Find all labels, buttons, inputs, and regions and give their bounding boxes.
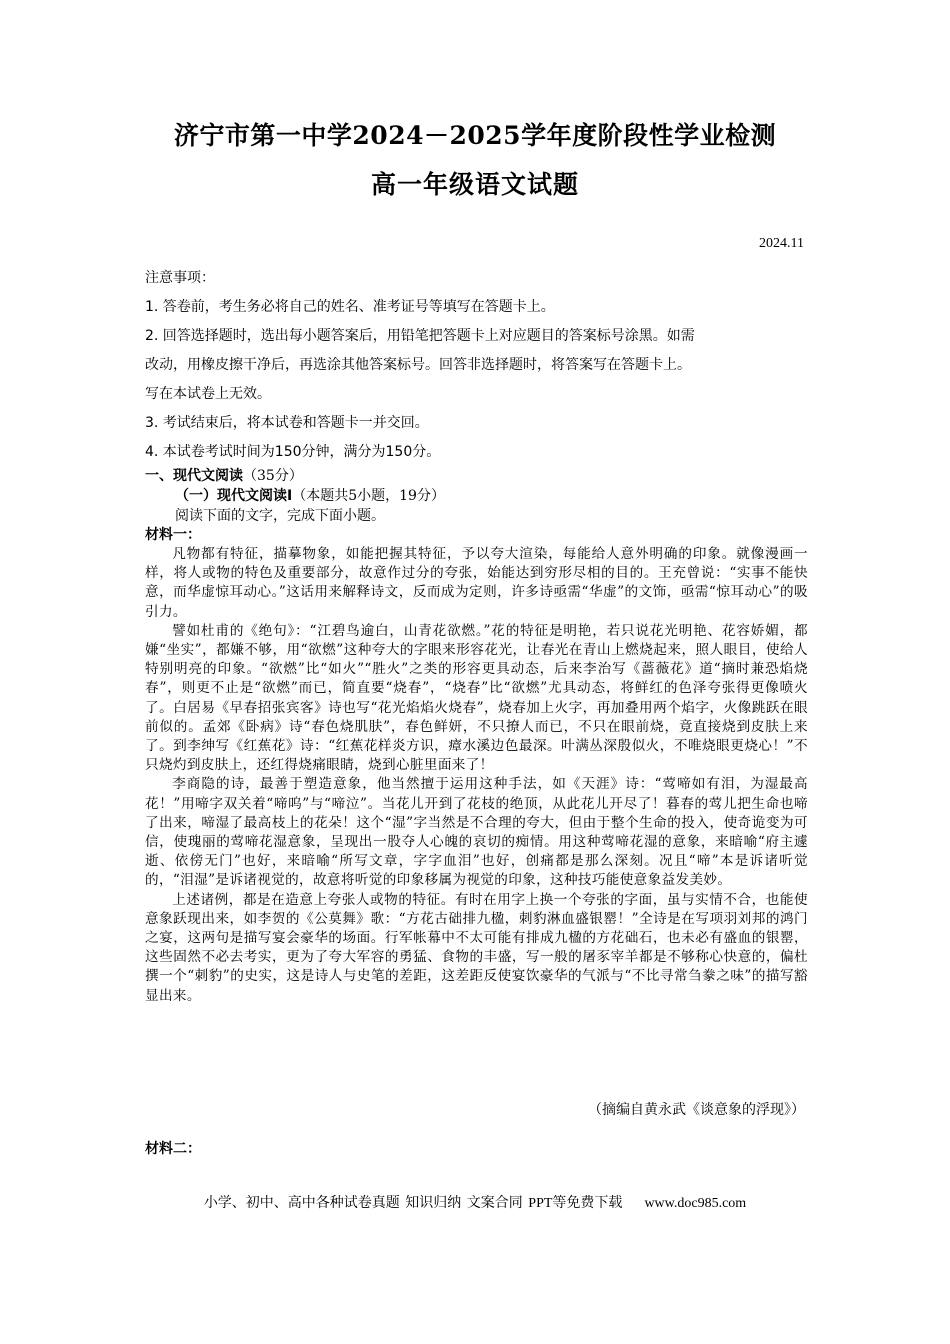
subsection-title: （一）现代文阅读Ⅰ xyxy=(175,488,293,504)
footer-link[interactable]: www.doc985.com xyxy=(644,1196,747,1211)
subsection-note: （本题共5小题，19分） xyxy=(292,488,445,504)
material-one-body xyxy=(145,545,808,1006)
notes-item: 3. 考试结束后，将本试卷和答题卡一并交回。 xyxy=(145,415,429,431)
notes-block xyxy=(145,264,810,467)
instruction-text: 阅读下面的文字，完成下面小题。 xyxy=(175,508,385,524)
footer-text: 小学、初中、高中各种试卷真题 知识归纳 文案合同 PPT等免费下载 xyxy=(203,1196,623,1211)
material-two-label: 材料二： xyxy=(145,1141,201,1157)
notes-item: 4. 本试卷考试时间为150分钟，满分为150分。 xyxy=(145,444,441,460)
page-footer xyxy=(0,1192,950,1212)
section-title: 一、现代文阅读 xyxy=(145,468,243,484)
paragraph: 李商隐的诗，最善于塑造意象，他当然擅于运用这种手法，如《天涯》诗：“莺啼如有泪，为湿最高花！”用啼字双关着“啼呜”与“啼泣”。当花儿开到了花枝的绝顶，从此花儿开尽了！暮春的莺儿把生命也啼了出来，啼湿了最高枝上的花朵！这个“湿”字当然是不合理的夸大，但由于整个生命的投入，使奇诡变为可信，使瑰丽的莺啼花湿意象，呈现出一股夺人心魄的哀切的痴情。用这种莺啼花湿的意象，来暗喻“府主遽逝、依傍无门”也好，来暗喻“所写文章，字字血泪”也好，创痛都是那么深刻。况且“啼”本是诉诸听觉的，“泪湿”是诉诸视觉的，故意将听觉的印象移属为视觉的印象，这种技巧能使意象益发美妙。 xyxy=(145,776,808,889)
notes-heading: 注意事项： xyxy=(145,270,215,286)
paragraph: 凡物都有特征，描摹物象，如能把握其特征，予以夸大渲染，每能给人意外明确的印象。就像漫画一样，将人或物的特色及重要部分，故意作过分的夸张，始能达到穷形尽相的目的。王充曾说：“实事不能快意，而华虚惊耳动心。”这话用来解释诗文，反而成为定则，许多诗亟需“华虚”的文饰，亟需“惊耳动心”的吸引力。 xyxy=(145,546,808,620)
paragraph: 上述诸例，都是在造意上夸张人或物的特征。有时在用字上换一个夸张的字面，虽与实情不合，也能使意象跃现出来，如李贺的《公莫舞》歌：“方花古础排九楹，刺豹淋血盛银罂！”全诗是在写项羽刘邦的鸿门之宴，这两句是描写宴会豪华的场面。行军帐幕中不太可能有排成九楹的方花础石，也未必有盛血的银罂，这些固然不必去考实，更为了夸大军容的勇猛、食物的丰盛，写一般的屠豕宰羊都是不够称心快意的，偏杜撰一个“刺豹”的史实，这是诗人与史笔的差距，这差距反使宴饮豪华的气派与“不比寻常刍豢之味”的描写豁显出来。 xyxy=(145,891,808,1004)
notes-item: 1. 答卷前，考生务必将自己的姓名、准考证号等填写在答题卡上。 xyxy=(145,299,555,315)
subsection-heading xyxy=(175,486,845,506)
source-citation: （摘编自黄永武《谈意象的浮现》） xyxy=(588,1102,805,1118)
exam-date: 2024.11 xyxy=(759,236,804,251)
section-heading xyxy=(145,466,815,486)
notes-item: 写在本试卷上无效。 xyxy=(145,386,271,402)
material-one-label: 材料一： xyxy=(145,527,201,543)
notes-item: 改动，用橡皮擦干净后，再选涂其他答案标号。回答非选择题时，将答案写在答题卡上。 xyxy=(145,357,691,373)
exam-title: 济宁市第一中学2024－2025学年度阶段性学业检测 xyxy=(173,121,777,150)
paragraph: 譬如杜甫的《绝句》：“江碧鸟逾白，山青花欲燃。”花的特征是明艳，若只说花光明艳、花容娇媚，都嫌“坐实”，都嫌不够，用“欲燃”这种夸大的字眼来形容花光，让春光在青山上燃烧起来，照人眼目，使给人特别明亮的印象。“欲燃”比“如火”“胜火”之类的形容更具动态，后来李治写《蔷薇花》道“摘时兼恐焰烧春”，则更不止是“欲燃”而已，简直要“烧春”，“烧春”比“欲燃”尤具动态，将鲜红的色泽夸张得更像喷火了。白居易《早春招张宾客》诗也写“花光焰焰火烧春”，烧春加上火字，再加叠用两个焰字，火像跳跃在眼前似的。孟郊《卧病》诗“春色烧肌肤”，春色鲜妍，不只撩人而已，不只在眼前烧，竟直接烧到皮肤上来了。到李绅写《红蕉花》诗：“红蕉花样炎方识，瘴水溪边色最深。叶满丛深殷似火，不唯烧眼更烧心！”不只烧灼到皮肤上，还红得烧痛眼睛，烧到心脏里面来了！ xyxy=(145,622,808,774)
exam-subtitle: 高一年级语文试题 xyxy=(370,170,579,199)
notes-item: 2. 回答选择题时，选出每小题答案后，用铅笔把答题卡上对应题目的答案标号涂黑。如需 xyxy=(145,328,695,344)
section-score: （35分） xyxy=(243,468,303,484)
